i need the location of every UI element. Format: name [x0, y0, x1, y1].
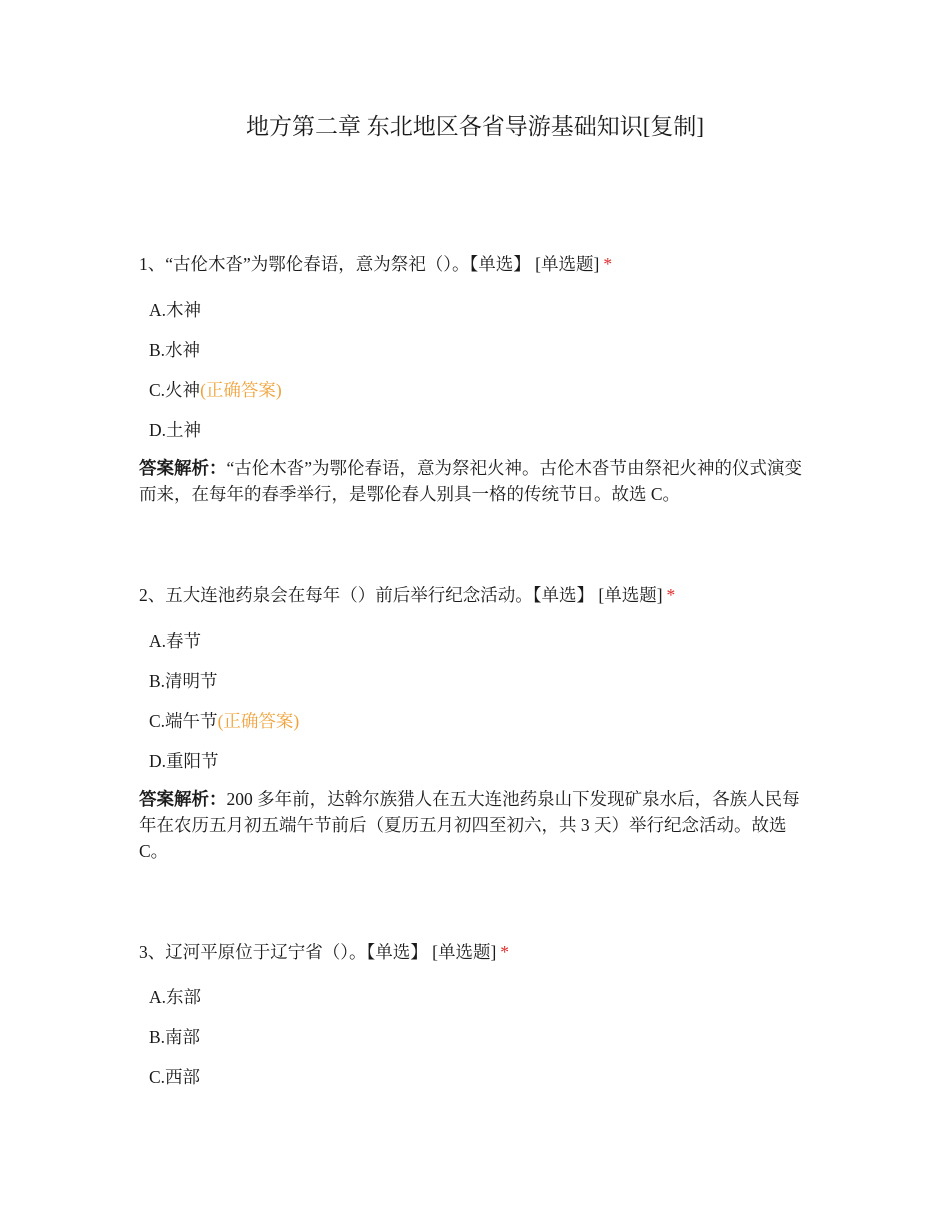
- question-1-option-a: A.木神: [149, 300, 202, 320]
- question-2-option-a: A.春节: [149, 631, 202, 651]
- question-1-explanation: [139, 455, 811, 507]
- question-2-option-b: B.清明节: [149, 671, 218, 691]
- question-text: “古伦木沓”为鄂伦春语，意为祭祀（）。【单选】: [165, 254, 531, 274]
- question-1-option-c: C.火神(正确答案): [149, 380, 282, 400]
- question-number: 1、: [139, 254, 166, 274]
- question-number: 2、: [139, 585, 166, 605]
- question-3-option-c: C.西部: [149, 1067, 201, 1087]
- question-text: 辽河平原位于辽宁省（）。【单选】: [165, 942, 428, 962]
- question-3-option-a: A.东部: [149, 987, 202, 1007]
- question-2-explanation: [139, 786, 811, 864]
- question-3-heading: [139, 939, 509, 965]
- explanation-label: 答案解析：: [139, 458, 227, 478]
- correct-answer-tag: (正确答案): [200, 380, 282, 400]
- question-number: 3、: [139, 942, 166, 962]
- question-3-option-b: B.南部: [149, 1027, 201, 1047]
- explanation-label: 答案解析：: [139, 789, 227, 809]
- question-2-option-c: C.端午节(正确答案): [149, 711, 300, 731]
- explanation-text: “古伦木沓”为鄂伦春语，意为祭祀火神。古伦木沓节由祭祀火神的仪式演变而来，在每年的春季举行，是鄂伦春人别具一格的传统节日。故选 C。: [139, 458, 803, 504]
- question-2-heading: [139, 582, 675, 608]
- question-1-option-d: D.土神: [149, 420, 202, 440]
- question-type: [单选题]: [535, 254, 600, 274]
- question-2-option-d: D.重阳节: [149, 751, 219, 771]
- required-mark: *: [603, 254, 613, 274]
- question-1-option-b: B.水神: [149, 340, 201, 360]
- explanation-text: 200 多年前，达斡尔族猎人在五大连池药泉山下发现矿泉水后，各族人民每年在农历五月初五端午节前后（夏历五月初四至初六，共 3 天）举行纪念活动。故选 C。: [139, 789, 800, 861]
- question-text: 五大连池药泉会在每年（）前后举行纪念活动。【单选】: [165, 585, 594, 605]
- correct-answer-tag: (正确答案): [217, 711, 300, 731]
- required-mark: *: [500, 942, 510, 962]
- question-1-heading: [139, 251, 612, 277]
- question-type: [单选题]: [432, 942, 497, 962]
- required-mark: *: [666, 585, 676, 605]
- question-type: [单选题]: [598, 585, 663, 605]
- page-title: 地方第二章 东北地区各省导游基础知识[复制]: [245, 114, 705, 139]
